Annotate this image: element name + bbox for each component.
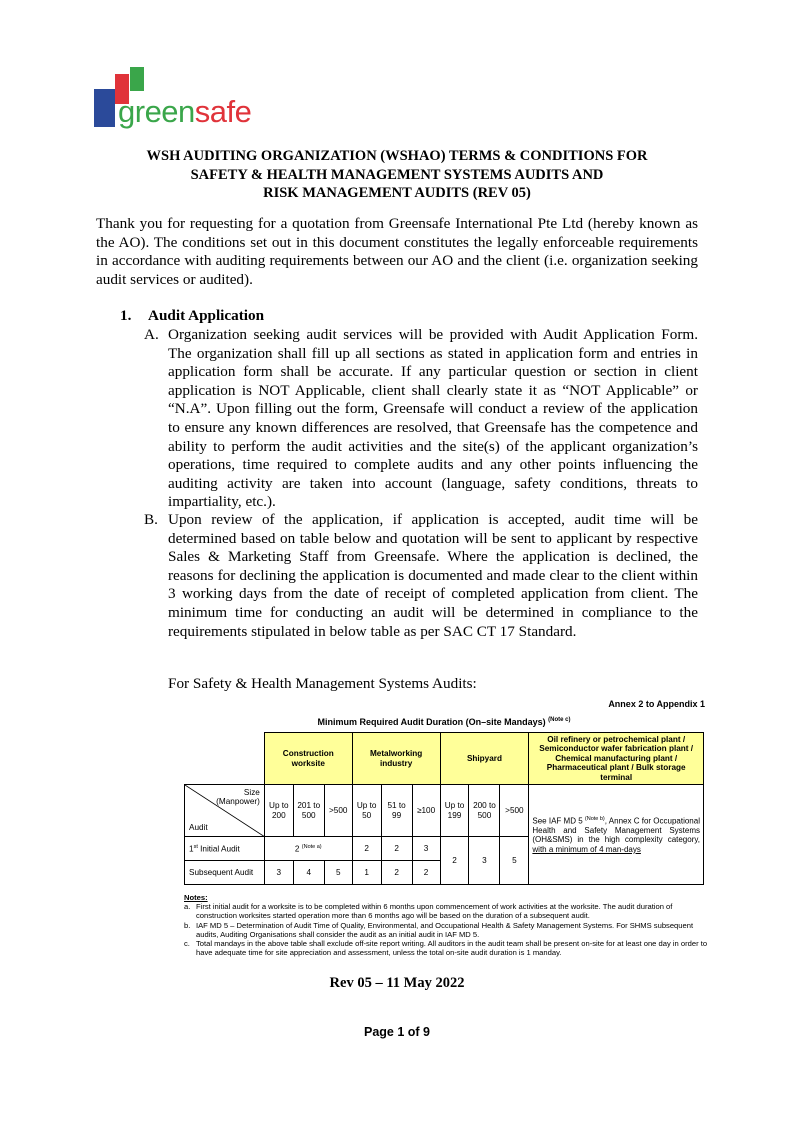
intro-paragraph: Thank you for requesting for a quotation from Greensafe International Pte Ltd (hereby known as the AO). The conditions set out in this document constitutes the legally enforceable requirements in accordance with auditing requirements between our AO and the client (i.e. organization seeking audit services or audited). bbox=[96, 215, 698, 288]
table-cell: 4 bbox=[293, 861, 324, 885]
note-text: First initial audit for a worksite is to be completed within 6 months upon commencement of work activities at the worksite. The audit duration of construction worksites started operation more than 6 months ago will be based on the duration of a subsequent audit. bbox=[196, 902, 673, 921]
paragraph-b-letter: B. bbox=[144, 511, 158, 528]
table-cell: 2 bbox=[352, 837, 381, 861]
table-title bbox=[264, 717, 624, 727]
size-col-header: 51 to 99 bbox=[381, 785, 412, 837]
document-title bbox=[96, 147, 698, 203]
title-line-2: SAFETY & HEALTH MANAGEMENT SYSTEMS AUDITS AND bbox=[190, 166, 604, 183]
note-letter: b. bbox=[184, 920, 191, 930]
size-audit-corner bbox=[185, 785, 265, 837]
table-cell: 2 bbox=[381, 837, 412, 861]
page-number: Page 1 of 9 bbox=[364, 1025, 430, 1039]
oil-note-pre: See IAF MD 5 bbox=[532, 816, 583, 826]
oil-note-minimum: with a minimum of 4 man-days bbox=[532, 844, 641, 854]
logo-text-green: green bbox=[118, 94, 195, 129]
size-col-header: Up to 200 bbox=[264, 785, 293, 837]
title-line-1: WSH AUDITING ORGANIZATION (WSHAO) TERMS & CONDITIONS FOR bbox=[146, 148, 648, 164]
oil-note-mid: , Annex C for Occupational Health and Safety Management Systems (OH&SMS) in the high complexity category, bbox=[532, 816, 700, 845]
note-text: Total mandays in the above table shall exclude off-site report writing. All auditors in the audit team shall be present on-site for at least one day in order to have adequate time for site appreciation and assessment, unless the total on-site audit duration is 1 manday. bbox=[196, 939, 708, 958]
shipyard-cell: 2 bbox=[440, 837, 469, 885]
size-col-header: >500 bbox=[324, 785, 352, 837]
shipyard-cell: 3 bbox=[469, 837, 500, 885]
note-item bbox=[184, 939, 708, 957]
initial-construction-value: 2 bbox=[294, 844, 300, 854]
initial-construction-cell bbox=[264, 837, 352, 861]
size-col-header: Up to 50 bbox=[352, 785, 381, 837]
greensafe-logo bbox=[94, 64, 264, 130]
logo-wordmark bbox=[118, 94, 251, 130]
table-cell: 3 bbox=[264, 861, 293, 885]
table-cell: 5 bbox=[324, 861, 352, 885]
paragraph-a bbox=[144, 326, 698, 512]
header-shipyard: Shipyard bbox=[440, 733, 529, 785]
initial-label-text: Initial Audit bbox=[200, 844, 240, 854]
initial-label-sup: st bbox=[193, 843, 198, 850]
note-letter: a. bbox=[184, 902, 191, 912]
paragraph-b-text: Upon review of the application, if application is accepted, audit time will be determined based on table below and quotation will be sent to applicant by respective Sales & Marketing Staff from Greensafe. Where the application is declined, the reasons for declining the application is documented and made clear to the client within 3 working days from the date of receipt of completed application from client. The minimum time for conducting an audit will be determined in compliance to the requirements stipulated in below table as per SAC CT 17 Standard. bbox=[168, 511, 698, 640]
row-label-initial bbox=[185, 837, 265, 861]
size-col-header: 201 to 500 bbox=[293, 785, 324, 837]
initial-construction-note: (Note a) bbox=[301, 843, 322, 850]
notes-heading: Notes: bbox=[184, 893, 208, 902]
paragraph-a-text: Organization seeking audit services will be provided with Audit Application Form. The organization shall fill up all sections as stated in application form and entries in application form shall be accurate. If any particular question or section in client application is NOT Applicable, client shall clearly state it as “NOT Applicable” or “N.A”. Upon filling out the form, Greensafe will conduct a review of the application to ensure any known differences are resolved, that Greensafe has the competence and ability to perform the audit activities and the site(s) of the applicant organization’s operations, time required to complete audits and any other points influencing the auditing activity are taken into account (language, safety conditions, threats to impartiality, etc.). bbox=[168, 326, 698, 511]
annex-label: Annex 2 to Appendix 1 bbox=[608, 699, 705, 709]
header-construction: Construction worksite bbox=[264, 733, 352, 785]
section-number: 1. bbox=[120, 307, 132, 324]
table-cell: 2 bbox=[412, 861, 440, 885]
header-metalworking: Metalworking industry bbox=[352, 733, 440, 785]
table-corner-blank bbox=[185, 733, 265, 785]
table-cell: 3 bbox=[412, 837, 440, 861]
oil-refinery-note-cell bbox=[529, 785, 704, 885]
note-item bbox=[184, 921, 708, 939]
table-title-note: (Note c) bbox=[548, 717, 571, 723]
manpower-label: (Manpower) bbox=[216, 797, 260, 806]
logo-text-red: safe bbox=[194, 94, 252, 129]
revision-label: Rev 05 – 11 May 2022 bbox=[329, 975, 465, 991]
size-col-header: 200 to 500 bbox=[469, 785, 500, 837]
note-letter: c. bbox=[184, 939, 190, 949]
audit-duration-table bbox=[184, 732, 704, 885]
section-heading bbox=[120, 307, 264, 326]
initial-label-num: 1 bbox=[189, 844, 194, 854]
table-cell: 2 bbox=[381, 861, 412, 885]
audit-label: Audit bbox=[189, 823, 208, 833]
section-title: Audit Application bbox=[148, 307, 265, 324]
shipyard-cell: 5 bbox=[500, 837, 529, 885]
size-col-header: >500 bbox=[500, 785, 529, 837]
title-line-3: RISK MANAGEMENT AUDITS (REV 05) bbox=[263, 185, 531, 201]
header-oil-refinery: Oil refinery or petrochemical plant / Semiconductor wafer fabrication plant / Chemical manufacturing plant / Pharmaceutical plant / Bulk storage terminal bbox=[529, 733, 704, 785]
paragraph-b bbox=[144, 511, 698, 641]
paragraph-a-letter: A. bbox=[144, 326, 159, 343]
size-label: Size bbox=[243, 788, 260, 797]
row-label-subsequent: Subsequent Audit bbox=[185, 861, 265, 885]
size-col-header: ≥100 bbox=[412, 785, 440, 837]
note-item bbox=[184, 902, 708, 920]
note-text: IAF MD 5 – Determination of Audit Time of Quality, Environmental, and Occupational Health & Safety Management Systems. For SHMS subsequent audits, Auditing Organisations shall consider the audit as an initial audit in IAF MD 5. bbox=[196, 920, 694, 939]
table-cell: 1 bbox=[352, 861, 381, 885]
table-notes bbox=[184, 893, 708, 957]
sub-heading: For Safety & Health Management Systems Audits: bbox=[168, 675, 477, 692]
table-title-text: Minimum Required Audit Duration (On–site Mandays) bbox=[317, 717, 546, 727]
size-col-header: Up to 199 bbox=[440, 785, 469, 837]
oil-note-ref: (Note b) bbox=[584, 815, 605, 822]
